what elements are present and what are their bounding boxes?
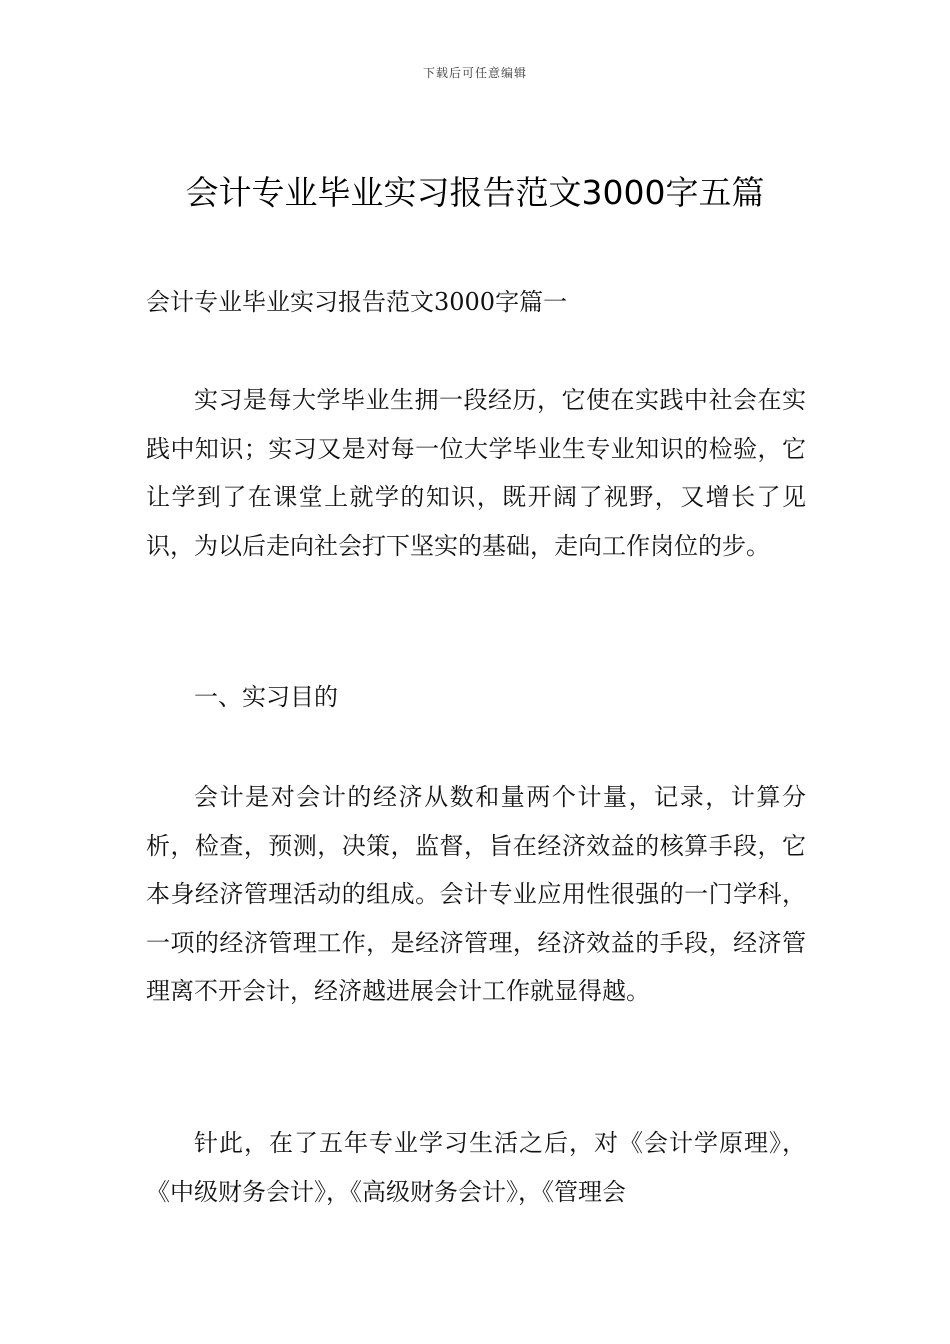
paragraph-accounting: 会计是对会计的经济从数和量两个计量，记录，计算分析，检查，预测，决策，监督，旨在经济效益的核算手段，它本身经济管理活动的组成。会计专业应用性很强的一门学科，一项的经济管理工作，是经济管理，经济效益的手段，经济管理离不开会计，经济越进展会计工作就显得越。 [146,783,806,1005]
section-subtitle: 会计专业毕业实习报告范文3000字篇一 [146,288,568,316]
document-title: 会计专业毕业实习报告范文3000字五篇 [185,173,765,212]
paragraph-intro: 实习是每大学毕业生拥一段经历，它使在实践中社会在实践中知识；实习又是对每一位大学毕业生专业知识的检验，它让学到了在课堂上就学的知识，既开阔了视野，又增长了见识，为以后走向社会打下坚实的基础，走向工作岗位的步。 [146,386,806,560]
section-heading-purpose: 一、实习目的 [194,683,338,711]
paragraph-study: 针此，在了五年专业学习生活之后，对《会计学原理》，《中级财务会计》，《高级财务会计》，《管理会 [146,1129,806,1206]
header-note: 下载后可任意编辑 [422,66,527,80]
